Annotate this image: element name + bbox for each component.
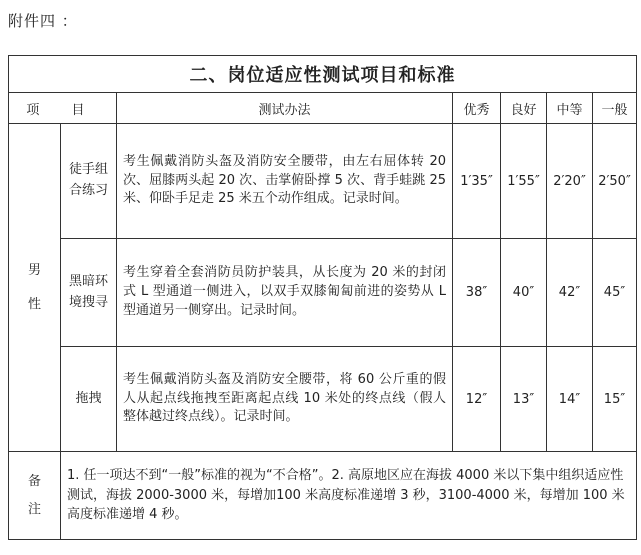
header-method: 测试办法 [117, 93, 453, 124]
value-general: 15″ [593, 347, 637, 452]
value-general: 45″ [593, 239, 637, 347]
header-excellent: 优秀 [453, 93, 501, 124]
item-name [61, 124, 117, 239]
note-label-char: 注 [27, 501, 41, 517]
table-row [9, 124, 637, 239]
value-good: 40″ [501, 239, 547, 347]
note-row [9, 452, 637, 540]
note-label [9, 452, 61, 540]
item-method: 考生佩戴消防头盔及消防安全腰带，由左右屈体转 20 次、屈膝两头起 20 次、击掌俯卧撑 5 次、背手蛙跳 25 米、仰卧手足走 25 米五个动作组成。记录时间。 [117, 124, 453, 239]
table-row [9, 239, 637, 347]
item-name [61, 347, 117, 452]
attachment-label: 附件四 ： [8, 12, 78, 30]
value-medium: 42″ [547, 239, 593, 347]
table-title-row [9, 56, 637, 93]
header-item: 项 目 [9, 93, 117, 124]
table-title: 二、岗位适应性测试项目和标准 [9, 56, 637, 93]
value-excellent: 1′35″ [453, 124, 501, 239]
item-name [61, 239, 117, 347]
value-good: 1′55″ [501, 124, 547, 239]
value-medium: 2′20″ [547, 124, 593, 239]
item-name-line: 合练习 [68, 183, 108, 198]
value-good: 13″ [501, 347, 547, 452]
item-name-line: 黑暗环 [68, 273, 108, 289]
value-excellent: 38″ [453, 239, 501, 347]
item-name-line: 境搜寻 [68, 294, 108, 310]
header-row [9, 93, 637, 124]
item-method: 考生佩戴消防头盔及消防安全腰带，将 60 公斤重的假人从起点线拖拽至距离起点线 10 米处的终点线（假人整体越过终点线）。记录时间。 [117, 347, 453, 452]
gender-cell [9, 124, 61, 452]
gender-char: 男 [27, 262, 41, 278]
value-medium: 14″ [547, 347, 593, 452]
table-row [9, 347, 637, 452]
gender-char: 性 [27, 296, 41, 312]
note-label-char: 备 [27, 473, 41, 489]
item-name-line: 徒手组 [68, 162, 108, 178]
item-name-line: 拖拽 [75, 390, 102, 406]
value-general: 2′50″ [593, 124, 637, 239]
header-good: 良好 [501, 93, 547, 124]
note-text: 1. 任一项达不到“一般”标准的视为“不合格”。2. 高原地区应在海拔 4000 米以下集中组织适应性测试，海拔 2000-3000 米，每增加100 米高度标准递增 3 秒，3100-4000 米，每增加 100 米高度标准递增 4 秒。 [61, 452, 637, 540]
header-medium: 中等 [547, 93, 593, 124]
value-excellent: 12″ [453, 347, 501, 452]
item-method: 考生穿着全套消防员防护装具，从长度为 20 米的封闭式 L 型通道一侧进入，以双手双膝匍匐前进的姿势从 L 型通道另一侧穿出。记录时间。 [117, 239, 453, 347]
header-general: 一般 [593, 93, 637, 124]
standards-table [8, 55, 637, 540]
